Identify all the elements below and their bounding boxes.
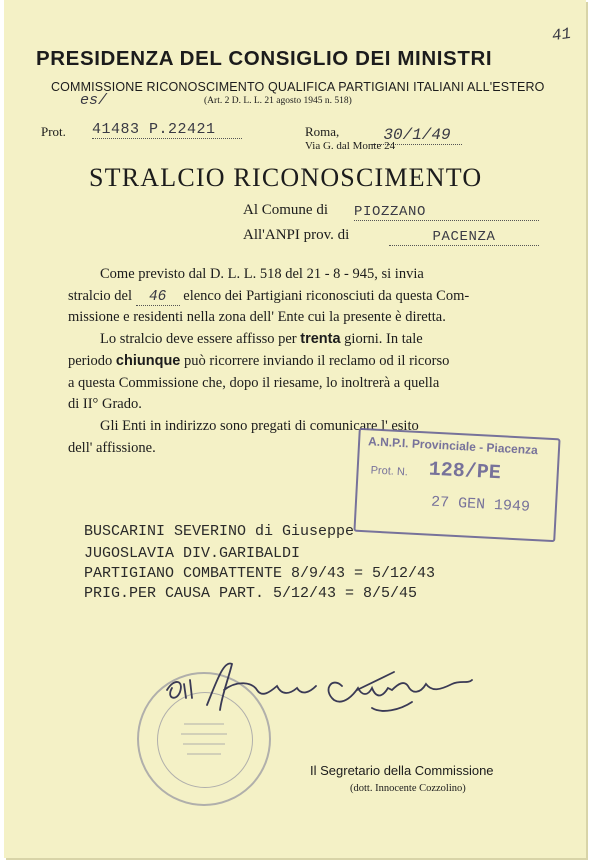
protocol-label: Prot.	[41, 124, 66, 139]
emphasis-chiunque: chiunque	[115, 353, 181, 369]
typed-entry-line-2: JUGOSLAVIA DIV.GARIBALDI	[84, 545, 301, 562]
paragraph-2-line-2	[68, 353, 449, 370]
protocol-number: 41483 P.22421	[92, 121, 242, 139]
comune-value: PIOZZANO	[354, 204, 539, 221]
p2-line2-end: può ricorrere inviando il reclamo od il ricorso	[184, 353, 450, 369]
paragraph-1-line-3: missione e residenti nella zona dell' Ente cui la presente è diretta.	[68, 309, 446, 325]
typed-entry-line-4: PRIG.PER CAUSA PART. 5/12/43 = 8/5/45	[84, 585, 418, 602]
document-date: 30/1/49	[372, 126, 462, 145]
paragraph-2-line-3: a questa Commissione che, dopo il riesame, lo inoltrerà a quella	[68, 375, 440, 391]
paragraph-3-line-1: Gli Enti in indirizzo sono pregati di comunicare l' esito	[100, 418, 419, 434]
page-number-mark: 41	[550, 24, 573, 46]
secretary-title: Il Segretario della Commissione	[310, 763, 494, 778]
es-mark: es/	[80, 92, 108, 109]
paragraph-2-line-4: di II° Grado.	[68, 396, 142, 412]
anpi-value: PACENZA	[389, 229, 539, 246]
header-legal-ref: (Art. 2 D. L. L. 21 agosto 1945 n. 518)	[204, 96, 352, 106]
typed-entry-line-1: BUSCARINI SEVERINO di Giuseppe	[84, 523, 355, 540]
anpi-received-stamp	[353, 428, 560, 542]
stamp-prot-label: Prot. N.	[370, 464, 409, 479]
header-title: PRESIDENZA DEL CONSIGLIO DEI MINISTRI	[36, 47, 493, 70]
document-title: STRALCIO RICONOSCIMENTO	[89, 163, 483, 192]
p1-line2-start: stralcio del	[68, 288, 133, 304]
secretary-name: (dott. Innocente Cozzolino)	[350, 783, 466, 794]
anpi-label: All'ANPI prov. di	[243, 227, 350, 243]
paragraph-2-line-1	[100, 331, 423, 348]
paragraph-1-line-1: Come previsto dal D. L. L. 518 del 21 - 8 - 945, si invia	[100, 266, 424, 282]
paragraph-3-line-2: dell' affissione.	[68, 440, 156, 456]
place-label: Roma,	[305, 124, 340, 139]
p1-line2-end: elenco dei Partigiani riconosciuti da questa Com-	[183, 288, 470, 304]
stamp-header: A.N.P.I. Provinciale - Piacenza	[367, 434, 539, 458]
p2-line2-start: periodo	[68, 353, 113, 369]
header-commission: COMMISSIONE RICONOSCIMENTO QUALIFICA PARTIGIANI ITALIANI ALL'ESTERO	[51, 80, 545, 94]
comune-label: Al Comune di	[243, 202, 328, 218]
typed-entry-line-3: PARTIGIANO COMBATTENTE 8/9/43 = 5/12/43	[84, 565, 436, 582]
p2-line1-start: Lo stralcio deve essere affisso per	[100, 331, 297, 347]
office-address: Via G. dal Monte 24	[305, 140, 396, 152]
stamp-prot-number: 128/PE	[428, 458, 502, 486]
handwritten-signature	[162, 650, 492, 740]
stamp-date: 27 GEN 1949	[430, 493, 531, 516]
document-page	[4, 0, 586, 858]
paragraph-1-line-2	[68, 288, 469, 306]
list-number: 46	[136, 289, 180, 306]
p2-line1-end: giorni. In tale	[344, 331, 423, 347]
emphasis-trenta: trenta	[300, 331, 341, 347]
